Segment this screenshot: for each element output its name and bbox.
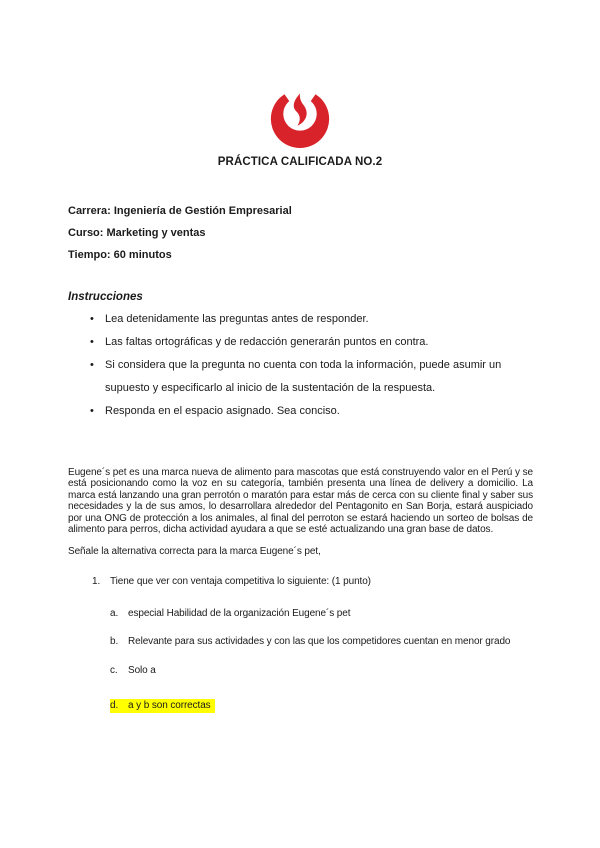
option-text: Solo a [128,665,156,677]
option-c-content [110,665,156,676]
option-text: a y b son correctas [128,700,211,712]
question-text: Tiene que ver con ventaja competitiva lo siguiente: (1 punto) [110,576,371,588]
course-line: Curso: Marketing y ventas [68,227,206,239]
career-line: Carrera: Ingeniería de Gestión Empresarial [68,205,292,217]
prompt-line: Señale la alternativa correcta para la marca Eugene´s pet, [68,546,321,558]
option-letter: a. [110,608,119,620]
question-number: 1. [92,576,101,588]
question-1 [68,575,533,712]
instructions-list [68,308,533,423]
upc-logo [268,86,332,148]
option-b-content [110,636,510,647]
page-title: PRÁCTICA CALIFICADA NO.2 [217,156,383,168]
option-a [68,607,533,620]
instruction-item: • Las faltas ortográficas y de redacción generarán puntos en contra. [68,331,533,354]
option-d [68,699,533,712]
course-info-block [68,200,533,266]
instruction-item: • Responda en el espacio asignado. Sea conciso. [68,400,533,423]
instruction-item: • Si considera que la pregunta no cuenta con toda la información, puede asumir un supuesto y especificarlo al inicio de la sustentación de la respuesta. [68,354,533,400]
logo-container [268,86,332,148]
option-letter: b. [110,636,119,648]
option-text: especial Habilidad de la organización Eugene´s pet [128,608,351,620]
option-letter: c. [110,665,118,677]
correct-answer-highlight [110,699,215,713]
option-c [68,664,533,677]
option-text: Relevante para sus actividades y con las que los competidores cuentan en menor grado [128,636,511,648]
question-line [68,575,533,589]
option-b [68,635,533,648]
time-line: Tiempo: 60 minutos [68,249,172,261]
document-content [0,200,600,712]
option-a-content [110,608,350,619]
option-letter: d. [110,700,119,712]
instruction-item: • Lea detenidamente las preguntas antes de responder. [68,308,533,331]
case-paragraph: Eugene´s pet es una marca nueva de alimento para mascotas que está construyendo valor en el Perú y se está posicionando como la voz en su categoría, también presenta una línea de delivery a domicilio. La marca está lanzando una gran perrotón o maratón para estar más de cerca con su cliente final y saber sus necesidades y la de sus amos, lo desarrollara alrededor del Pentagonito en San Borja, estará auspiciado por una ONG de protección a los animales, al final del perroton se estará haciendo un sorteo de bolsas de alimento para perros, dicha actividad ayudara a que se esté actualizando una gran base de datos. [68,467,533,536]
instructions-heading: Instrucciones [68,291,143,303]
